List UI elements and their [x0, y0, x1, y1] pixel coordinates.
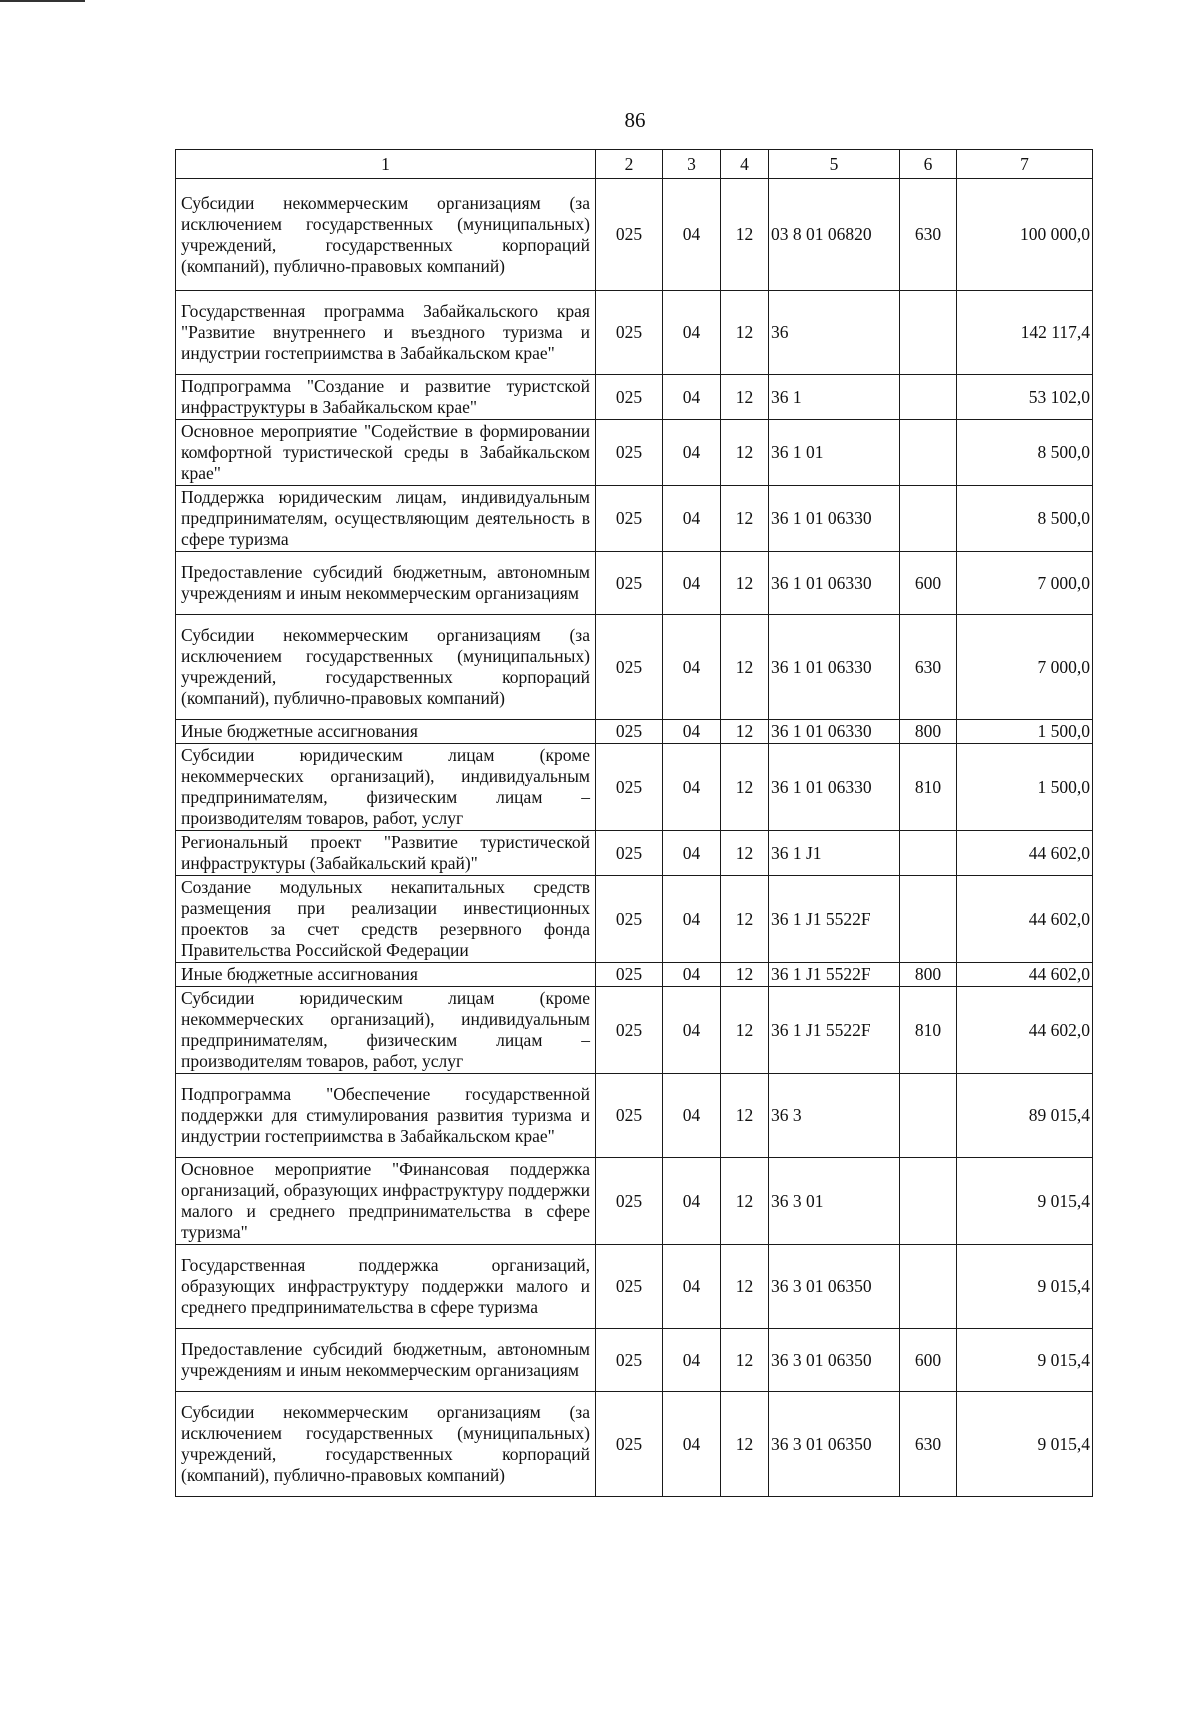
row-expense-type-cell: 630	[900, 179, 957, 291]
table-row	[176, 963, 1093, 987]
row-section-cell: 04	[663, 1158, 721, 1245]
table-row	[176, 876, 1093, 963]
row-name-cell: Создание модульных некапитальных средств размещения при реализации инвестиционных проектов за счет средств резервного фонда Правительства Российской Федерации	[176, 876, 596, 963]
row-subsection-cell: 12	[721, 987, 769, 1074]
row-amount-cell: 9 015,4	[957, 1245, 1093, 1329]
header-cell: 4	[721, 150, 769, 179]
row-name-cell: Субсидии юридическим лицам (кроме некоммерческих организаций), индивидуальным предпринимателям, физическим лицам – производителям товаров, работ, услуг	[176, 987, 596, 1074]
row-expense-type-cell	[900, 486, 957, 552]
row-section-cell: 04	[663, 420, 721, 486]
row-name-cell: Иные бюджетные ассигнования	[176, 720, 596, 744]
table-row	[176, 1158, 1093, 1245]
row-expense-type-cell: 600	[900, 552, 957, 615]
row-section-cell: 04	[663, 375, 721, 420]
row-amount-cell: 1 500,0	[957, 744, 1093, 831]
row-subsection-cell: 12	[721, 486, 769, 552]
row-name-cell: Поддержка юридическим лицам, индивидуальным предпринимателям, осуществляющим деятельность в сфере туризма	[176, 486, 596, 552]
table-row	[176, 179, 1093, 291]
header-cell: 5	[769, 150, 900, 179]
row-target-article-cell: 36 1 J1 5522F	[769, 987, 900, 1074]
row-subsection-cell: 12	[721, 963, 769, 987]
row-ministry-code-cell: 025	[596, 291, 663, 375]
row-amount-cell: 9 015,4	[957, 1158, 1093, 1245]
table-row	[176, 1329, 1093, 1392]
row-subsection-cell: 12	[721, 831, 769, 876]
row-expense-type-cell	[900, 291, 957, 375]
row-target-article-cell: 36 1 01 06330	[769, 744, 900, 831]
table-row	[176, 486, 1093, 552]
table-row	[176, 615, 1093, 720]
row-name-cell: Государственная программа Забайкальского края "Развитие внутреннего и въездного туризма и индустрии гостеприимства в Забайкальском крае"	[176, 291, 596, 375]
row-expense-type-cell: 800	[900, 720, 957, 744]
row-amount-cell: 89 015,4	[957, 1074, 1093, 1158]
row-target-article-cell: 36 3 01	[769, 1158, 900, 1245]
header-cell: 1	[176, 150, 596, 179]
row-amount-cell: 9 015,4	[957, 1329, 1093, 1392]
row-ministry-code-cell: 025	[596, 1329, 663, 1392]
scan-edge-mark	[0, 0, 85, 2]
row-expense-type-cell: 600	[900, 1329, 957, 1392]
row-target-article-cell: 36 1 01	[769, 420, 900, 486]
row-subsection-cell: 12	[721, 1392, 769, 1497]
row-section-cell: 04	[663, 720, 721, 744]
row-ministry-code-cell: 025	[596, 1245, 663, 1329]
row-amount-cell: 1 500,0	[957, 720, 1093, 744]
row-expense-type-cell	[900, 1074, 957, 1158]
row-subsection-cell: 12	[721, 744, 769, 831]
row-ministry-code-cell: 025	[596, 720, 663, 744]
row-amount-cell: 44 602,0	[957, 987, 1093, 1074]
row-ministry-code-cell: 025	[596, 831, 663, 876]
row-expense-type-cell: 800	[900, 963, 957, 987]
row-amount-cell: 9 015,4	[957, 1392, 1093, 1497]
row-target-article-cell: 36 1	[769, 375, 900, 420]
row-amount-cell: 142 117,4	[957, 291, 1093, 375]
row-name-cell: Субсидии некоммерческим организациям (за исключением государственных (муниципальных) учреждений, государственных корпораций (компаний), публично-правовых компаний)	[176, 615, 596, 720]
budget-table	[175, 149, 1093, 1497]
row-target-article-cell: 36 3 01 06350	[769, 1329, 900, 1392]
row-subsection-cell: 12	[721, 615, 769, 720]
row-target-article-cell: 36 1 01 06330	[769, 552, 900, 615]
row-expense-type-cell	[900, 876, 957, 963]
row-section-cell: 04	[663, 486, 721, 552]
table-row	[176, 420, 1093, 486]
row-amount-cell: 7 000,0	[957, 615, 1093, 720]
row-amount-cell: 53 102,0	[957, 375, 1093, 420]
row-section-cell: 04	[663, 963, 721, 987]
table-row	[176, 720, 1093, 744]
row-name-cell: Подпрограмма "Обеспечение государственной поддержки для стимулирования развития туризма и индустрии гостеприимства в Забайкальском крае"	[176, 1074, 596, 1158]
header-cell: 3	[663, 150, 721, 179]
row-section-cell: 04	[663, 291, 721, 375]
row-name-cell: Предоставление субсидий бюджетным, автономным учреждениям и иным некоммерческим организациям	[176, 1329, 596, 1392]
row-ministry-code-cell: 025	[596, 179, 663, 291]
row-name-cell: Основное мероприятие "Содействие в формировании комфортной туристической среды в Забайкальском крае"	[176, 420, 596, 486]
row-name-cell: Подпрограмма "Создание и развитие туристской инфраструктуры в Забайкальском крае"	[176, 375, 596, 420]
row-target-article-cell: 36 1 01 06330	[769, 615, 900, 720]
row-ministry-code-cell: 025	[596, 615, 663, 720]
row-subsection-cell: 12	[721, 375, 769, 420]
row-ministry-code-cell: 025	[596, 1074, 663, 1158]
row-ministry-code-cell: 025	[596, 552, 663, 615]
row-name-cell: Субсидии некоммерческим организациям (за исключением государственных (муниципальных) учреждений, государственных корпораций (компаний), публично-правовых компаний)	[176, 1392, 596, 1497]
row-section-cell: 04	[663, 1074, 721, 1158]
row-subsection-cell: 12	[721, 179, 769, 291]
row-ministry-code-cell: 025	[596, 486, 663, 552]
header-cell: 2	[596, 150, 663, 179]
row-target-article-cell: 36 1 01 06330	[769, 720, 900, 744]
table-body	[176, 179, 1093, 1497]
row-expense-type-cell: 630	[900, 1392, 957, 1497]
table-row	[176, 1392, 1093, 1497]
row-name-cell: Региональный проект "Развитие туристической инфраструктуры (Забайкальский край)"	[176, 831, 596, 876]
row-section-cell: 04	[663, 831, 721, 876]
row-target-article-cell: 36 1 01 06330	[769, 486, 900, 552]
row-ministry-code-cell: 025	[596, 375, 663, 420]
row-expense-type-cell	[900, 1245, 957, 1329]
row-target-article-cell: 36 3 01 06350	[769, 1392, 900, 1497]
row-expense-type-cell: 630	[900, 615, 957, 720]
row-section-cell: 04	[663, 1245, 721, 1329]
row-target-article-cell: 36 3	[769, 1074, 900, 1158]
row-name-cell: Предоставление субсидий бюджетным, автономным учреждениям и иным некоммерческим организациям	[176, 552, 596, 615]
table-row	[176, 1245, 1093, 1329]
row-section-cell: 04	[663, 1392, 721, 1497]
row-subsection-cell: 12	[721, 1074, 769, 1158]
row-name-cell: Субсидии некоммерческим организациям (за исключением государственных (муниципальных) учреждений, государственных корпораций (компаний), публично-правовых компаний)	[176, 179, 596, 291]
row-subsection-cell: 12	[721, 876, 769, 963]
row-name-cell: Основное мероприятие "Финансовая поддержка организаций, образующих инфраструктуру поддержки малого и среднего предпринимательства в сфере туризма"	[176, 1158, 596, 1245]
row-section-cell: 04	[663, 179, 721, 291]
row-ministry-code-cell: 025	[596, 744, 663, 831]
row-subsection-cell: 12	[721, 552, 769, 615]
row-name-cell: Государственная поддержка организаций, образующих инфраструктуру поддержки малого и среднего предпринимательства в сфере туризма	[176, 1245, 596, 1329]
row-target-article-cell: 36	[769, 291, 900, 375]
row-ministry-code-cell: 025	[596, 987, 663, 1074]
header-cell: 6	[900, 150, 957, 179]
row-amount-cell: 100 000,0	[957, 179, 1093, 291]
row-section-cell: 04	[663, 876, 721, 963]
row-amount-cell: 8 500,0	[957, 486, 1093, 552]
row-amount-cell: 8 500,0	[957, 420, 1093, 486]
row-subsection-cell: 12	[721, 420, 769, 486]
row-ministry-code-cell: 025	[596, 963, 663, 987]
row-target-article-cell: 36 3 01 06350	[769, 1245, 900, 1329]
header-cell: 7	[957, 150, 1093, 179]
row-ministry-code-cell: 025	[596, 876, 663, 963]
page-number: 86	[624, 108, 646, 132]
table-row	[176, 291, 1093, 375]
row-expense-type-cell: 810	[900, 744, 957, 831]
header-row	[176, 150, 1093, 179]
row-expense-type-cell	[900, 420, 957, 486]
table-row	[176, 1074, 1093, 1158]
table-row	[176, 552, 1093, 615]
row-ministry-code-cell: 025	[596, 1392, 663, 1497]
row-amount-cell: 7 000,0	[957, 552, 1093, 615]
row-ministry-code-cell: 025	[596, 1158, 663, 1245]
row-target-article-cell: 36 1 J1	[769, 831, 900, 876]
row-amount-cell: 44 602,0	[957, 831, 1093, 876]
table-row	[176, 987, 1093, 1074]
row-ministry-code-cell: 025	[596, 420, 663, 486]
row-expense-type-cell	[900, 831, 957, 876]
row-expense-type-cell	[900, 375, 957, 420]
row-subsection-cell: 12	[721, 1329, 769, 1392]
row-subsection-cell: 12	[721, 720, 769, 744]
table-row	[176, 831, 1093, 876]
row-amount-cell: 44 602,0	[957, 876, 1093, 963]
row-section-cell: 04	[663, 1329, 721, 1392]
row-section-cell: 04	[663, 552, 721, 615]
table-row	[176, 744, 1093, 831]
row-expense-type-cell: 810	[900, 987, 957, 1074]
row-target-article-cell: 03 8 01 06820	[769, 179, 900, 291]
row-target-article-cell: 36 1 J1 5522F	[769, 876, 900, 963]
row-subsection-cell: 12	[721, 1158, 769, 1245]
row-section-cell: 04	[663, 744, 721, 831]
row-subsection-cell: 12	[721, 1245, 769, 1329]
row-amount-cell: 44 602,0	[957, 963, 1093, 987]
row-expense-type-cell	[900, 1158, 957, 1245]
row-name-cell: Иные бюджетные ассигнования	[176, 963, 596, 987]
row-name-cell: Субсидии юридическим лицам (кроме некоммерческих организаций), индивидуальным предпринимателям, физическим лицам – производителям товаров, работ, услуг	[176, 744, 596, 831]
row-target-article-cell: 36 1 J1 5522F	[769, 963, 900, 987]
table-row	[176, 375, 1093, 420]
row-subsection-cell: 12	[721, 291, 769, 375]
row-section-cell: 04	[663, 615, 721, 720]
row-section-cell: 04	[663, 987, 721, 1074]
